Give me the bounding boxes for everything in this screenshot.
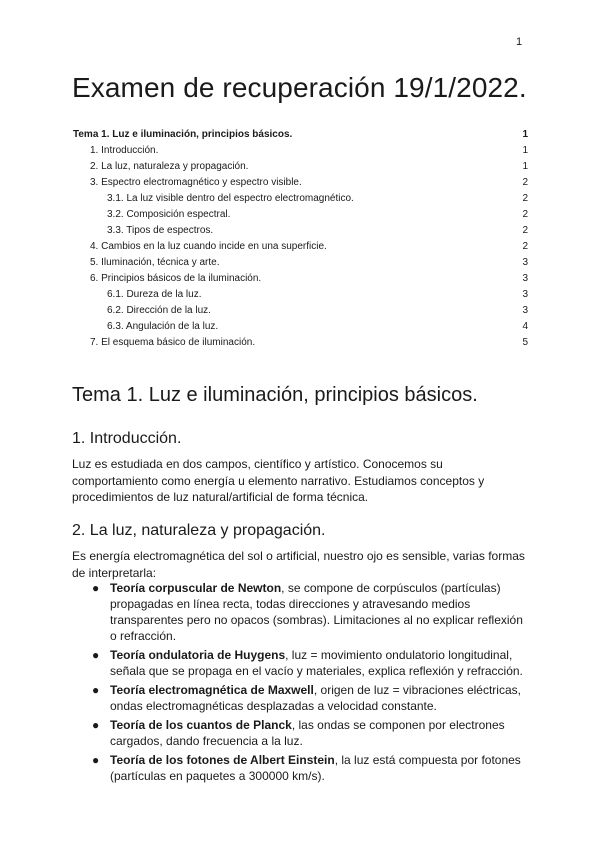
toc-entry-label: 6.3. Angulación de la luz. bbox=[107, 321, 219, 332]
toc-entry-label: 3.3. Tipos de espectros. bbox=[107, 225, 214, 236]
toc-entry-page: 2 bbox=[522, 241, 528, 252]
toc-entry-page: 2 bbox=[522, 225, 528, 236]
bullet-icon: ● bbox=[92, 648, 100, 662]
section-heading: Tema 1. Luz e iluminación, principios básicos. bbox=[72, 384, 478, 406]
theory-name: Teoría ondulatoria de Huygens bbox=[110, 648, 286, 662]
toc-entry-label: 6. Principios básicos de la iluminación. bbox=[90, 273, 262, 284]
theory-text: , las ondas se componen por electrones cargados, dando frecuencia a la luz. bbox=[110, 718, 505, 748]
toc-entry[interactable] bbox=[73, 272, 528, 288]
theory-name: Teoría de los cuantos de Planck bbox=[110, 718, 292, 732]
toc-entry-page: 1 bbox=[522, 129, 528, 140]
toc-entry[interactable] bbox=[73, 160, 528, 176]
toc-entry-page: 3 bbox=[522, 273, 528, 284]
toc-entry-page: 3 bbox=[522, 257, 528, 268]
theory-text: , se compone de corpúsculos (partículas) propagadas en línea recta, todas direcciones y atravesando medios transparentes pero no opacos (sombras). Limitaciones al no explicar reflexión o refracción. bbox=[110, 581, 523, 643]
bullet-icon: ● bbox=[92, 581, 100, 595]
toc-entry-label: 3. Espectro electromagnético y espectro visible. bbox=[90, 177, 302, 188]
toc-entry[interactable] bbox=[73, 208, 528, 224]
toc-entry-label: 3.1. La luz visible dentro del espectro electromagnético. bbox=[107, 193, 354, 204]
toc-entry-label: 6.1. Dureza de la luz. bbox=[107, 289, 202, 300]
theory-name: Teoría de los fotones de Albert Einstein bbox=[110, 753, 335, 767]
toc-entry-label: Tema 1. Luz e iluminación, principios básicos. bbox=[73, 129, 293, 140]
light-nature-paragraph: Es energía electromagnética del sol o artificial, nuestro ojo es sensible, varias formas de interpretarla: bbox=[72, 549, 525, 580]
theory-text: , luz = movimiento ondulatorio longitudinal, señala que se propaga en el vacío y materiales, explica reflexión y refracción. bbox=[110, 648, 523, 678]
list-item bbox=[92, 580, 532, 644]
toc-entry[interactable] bbox=[73, 224, 528, 240]
toc-entry-label: 5. Iluminación, técnica y arte. bbox=[90, 257, 220, 268]
toc-entry-page: 3 bbox=[522, 289, 528, 300]
toc-entry-label: 2. La luz, naturaleza y propagación. bbox=[90, 161, 249, 172]
toc-entry-page: 1 bbox=[522, 161, 528, 172]
toc-entry-page: 5 bbox=[522, 337, 528, 348]
toc-entry[interactable] bbox=[73, 144, 528, 160]
toc-entry[interactable] bbox=[73, 192, 528, 208]
theory-text: , origen de luz = vibraciones eléctricas, ondas electromagnéticas desplazadas a velocidad constante. bbox=[110, 683, 521, 713]
toc-entry[interactable] bbox=[73, 240, 528, 256]
toc-entry[interactable] bbox=[73, 288, 528, 304]
list-item bbox=[92, 752, 532, 784]
theory-name: Teoría electromagnética de Maxwell bbox=[110, 683, 314, 697]
toc-entry[interactable] bbox=[73, 128, 528, 144]
toc-entry-label: 3.2. Composición espectral. bbox=[107, 209, 231, 220]
light-nature-heading: 2. La luz, naturaleza y propagación. bbox=[72, 522, 326, 539]
list-item bbox=[92, 647, 532, 679]
theories-list bbox=[92, 580, 532, 787]
toc-entry-page: 2 bbox=[522, 177, 528, 188]
intro-paragraph: Luz es estudiada en dos campos, científico y artístico. Conocemos su comportamiento como energía u elemento narrativo. Estudiamos conceptos y procedimientos de luz natural/artificial de forma técnica. bbox=[72, 457, 485, 504]
document-title: Examen de recuperación 19/1/2022. bbox=[72, 72, 527, 103]
toc-entry-label: 1. Introducción. bbox=[90, 145, 159, 156]
bullet-icon: ● bbox=[92, 683, 100, 697]
toc-entry-page: 2 bbox=[522, 193, 528, 204]
bullet-icon: ● bbox=[92, 753, 100, 767]
toc-entry[interactable] bbox=[73, 320, 528, 336]
toc-entry-page: 4 bbox=[522, 321, 528, 332]
toc-entry-page: 2 bbox=[522, 209, 528, 220]
intro-heading: 1. Introducción. bbox=[72, 430, 182, 447]
toc-entry[interactable] bbox=[73, 336, 528, 352]
table-of-contents bbox=[73, 128, 528, 352]
bullet-icon: ● bbox=[92, 718, 100, 732]
toc-entry-label: 7. El esquema básico de iluminación. bbox=[90, 337, 256, 348]
toc-entry-label: 4. Cambios en la luz cuando incide en una superficie. bbox=[90, 241, 327, 252]
list-item bbox=[92, 717, 532, 749]
toc-entry[interactable] bbox=[73, 256, 528, 272]
page-number: 1 bbox=[516, 36, 523, 48]
theory-text: , la luz está compuesta por fotones (partículas en paquetes a 300000 km/s). bbox=[110, 753, 521, 783]
toc-entry-page: 3 bbox=[522, 305, 528, 316]
list-item bbox=[92, 682, 532, 714]
theory-name: Teoría corpuscular de Newton bbox=[110, 581, 282, 595]
toc-entry-page: 1 bbox=[522, 145, 528, 156]
toc-entry[interactable] bbox=[73, 176, 528, 192]
toc-entry[interactable] bbox=[73, 304, 528, 320]
toc-entry-label: 6.2. Dirección de la luz. bbox=[107, 305, 211, 316]
